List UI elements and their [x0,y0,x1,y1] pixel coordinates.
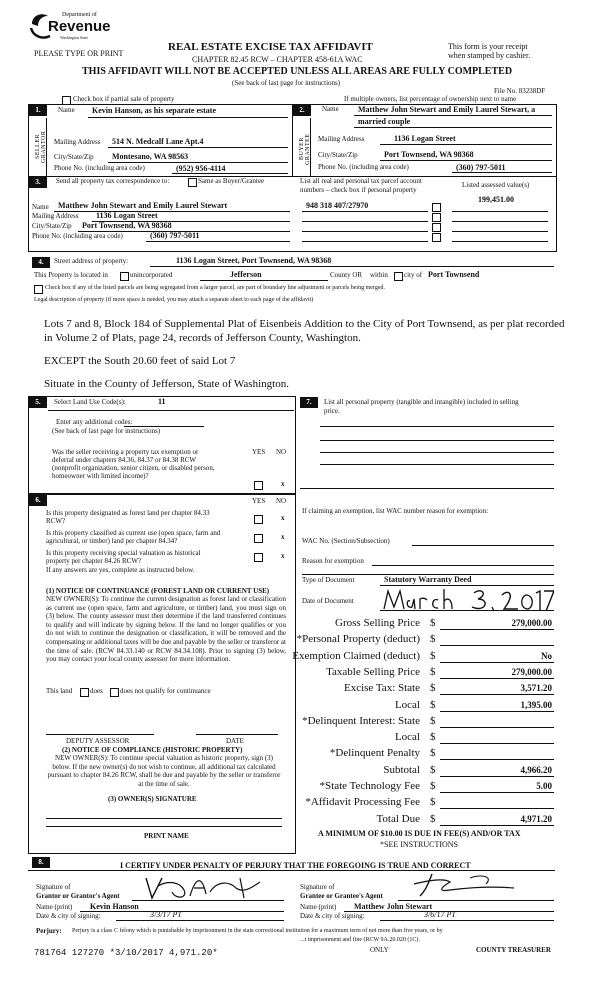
land-does-not-label: does not qualify for continuance [120,687,211,695]
tax-row-value: 4,971.20 [520,814,552,824]
tax-row-line [440,662,554,663]
s6-q3-no-mark: x [281,552,285,560]
tax-row-line [440,825,554,826]
tax-row-currency: $ [430,650,436,662]
receipt-note-2: when stamped by cashier. [448,51,531,60]
notice-2-text: NEW OWNER(S): To continue special valuation as historic property, sign (3) below. If the new owner(s) do not wish to continue, all additional tax calculated pursuant to chapter 84.26 RCW, shall be due and payable by the seller or transferor at the time of sale. [47,754,281,788]
seller-mailing: 514 N. Medcalf Lane Apt.4 [112,137,204,146]
doc-date-handwriting-icon [378,585,554,613]
property-city: Port Townsend [428,270,480,279]
buyer-grantee-label: BUYER GRANTEE [299,133,311,165]
minimum-due-note: A MINIMUM OF $10.00 IS DUE IN FEE(S) AND/OR TAX [318,829,521,838]
s3-city-label: City/State/Zip [32,222,72,230]
tax-row-value: 4,966.20 [520,765,552,775]
certify-statement: I CERTIFY UNDER PENALTY OF PERJURY THAT THE FOREGOING IS TRUE AND CORRECT [120,861,471,870]
tax-row-line [440,645,554,646]
tax-row-label: Taxable Selling Price [326,666,420,678]
grantee-name: Matthew John Stewart [354,902,433,911]
segregated-label: Check box if any of the listed parcels are being segregated from a larger parcel, are part of boundary line adjustment or parcels being merged. [45,285,385,291]
tax-row-currency: $ [430,731,436,743]
personal-property-label-2: price. [324,407,340,415]
doc-type-label: Type of Document [302,576,355,584]
seller-name-label: Name [58,106,75,114]
deputy-assessor-label: DEPUTY ASSESSOR [66,737,130,745]
s6-q2-line-2: agricultural, or timber) land per chapter 84.34? [46,537,178,545]
tax-row-value: 3,571.20 [520,683,552,693]
grantee-sig-label-2: Grantee or Grantee's Agent [300,892,383,900]
grantor-date: 3/3/17 PT [150,910,182,919]
for-only-label: ONLY [370,946,389,954]
s5-q1-no-mark: x [281,480,285,488]
legal-description-line-2: in Volume 2 of Plats, page 24, records of Jefferson County, Washington. [44,332,361,344]
grantee-sig-label-1: Signature of [300,883,335,891]
unincorporated-label: unincorporated [130,271,173,279]
tax-row-label: Gross Selling Price [335,617,420,629]
city-of-label: city of [404,271,423,279]
tax-row-label: Exemption Claimed (deduct) [292,650,420,662]
seller-city: Montesano, WA 98563 [112,152,189,161]
seller-city-label: City/State/Zip [54,153,94,161]
s5-q1-line-3: (nonprofit organization, senior citizen, or disabled person, [52,464,215,472]
parcel-number: 948 318 407/27970 [306,201,369,210]
grantee-date-label: Date & city of signing: [300,912,365,920]
land-does-not-checkbox[interactable] [110,688,119,697]
buyer-name-2: married couple [358,117,411,126]
tax-row-line [440,776,554,777]
s3-mailing: 1136 Logan Street [96,211,158,220]
buyer-phone-label: Phone No. (including area code) [318,163,409,171]
parcel-2-personal-checkbox[interactable] [432,213,441,222]
street-address: 1136 Logan Street, Port Townsend, WA 98368 [176,256,332,265]
please-type-label: PLEASE TYPE OR PRINT [34,49,124,58]
tax-row-label: Total Due [376,813,420,825]
county-name: Jefferson [230,270,262,279]
s5-q1-line-1: Was the seller receiving a property tax exemption or [52,448,199,456]
seller-phone-label: Phone No. (including area code) [54,164,145,172]
tax-row-currency: $ [430,796,436,808]
grantee-signature-icon [410,872,520,898]
notice-1-text: NEW OWNER(S): To continue the current designation as forest land or classification as current use (open space, farm and agriculture, or timber) land, you must sign on (3) below. The county assessor must then determine if the land transferred continues to qualify and will indicate by signing below. If the land no longer qualifies or you do not wish to continue the designation or classification, it will be removed and the compensating or additional taxes will be due and payable by the seller or transferor at the time of sale. (RCW 84.33.140 or RCW 84.34.108). Prior to signing (3) below, you may contact your local county assessor for more information. [46,595,286,664]
buyer-name-1: Matthew John Stewart and Emily Laurel Stewart, a [358,105,536,114]
s6-q1-no-mark: x [281,514,285,522]
s6-q2-line-1: Is this property classified as current use (open space, farm and [46,529,221,537]
doc-date-handwritten [378,585,554,613]
tax-row-label: Local [394,731,420,743]
s3-name-label: Name [32,203,49,211]
s3-phone: (360) 797-5011 [150,231,200,240]
s6-yes: YES [252,497,266,505]
tax-row-value: 5.00 [536,781,552,791]
cashier-stamp: 781764 127270 *3/10/2017 4,971.20* [34,948,218,958]
tax-row-currency: $ [430,813,436,825]
notice-1-title: (1) NOTICE OF CONTINUANCE (FOREST LAND OR CURRENT USE) [46,587,270,595]
see-back-note: (See back of last page for instructions) [232,79,341,87]
tax-row-label: *Affidavit Processing Fee [305,796,420,808]
dept-state: Washington State [60,35,89,40]
section-2-number: 2. [293,105,311,116]
segregated-checkbox[interactable] [34,285,43,294]
grantor-sig-label-2: Grantor or Grantor's Agent [36,892,120,900]
street-address-label: Street address of property: [54,257,129,265]
county-or-label: County OR [330,271,363,279]
county-treasurer-label: COUNTY TREASURER [476,946,551,954]
tax-row-line [440,808,554,809]
section-1-number: 1. [29,105,47,116]
s5-q1-yes-checkbox[interactable] [254,481,263,490]
doc-type: Statutory Warranty Deed [384,575,472,584]
section-3-number: 3. [29,177,47,188]
legal-description-label: Legal description of property (if more space is needed, you may attach a separate sheet to each page of the affidavit) [34,297,314,303]
perjury-text: Perjury is a class C felony which is punishable by imprisonment in the state correctional institution for a maximum term of not more than five years, or by [72,928,443,934]
seller-mailing-label: Mailing Address [54,138,101,146]
tax-row-value: 1,395.00 [520,700,552,710]
section-6-number: 6. [29,495,47,506]
seller-grantor-label: SELLER GRANTOR [35,130,47,164]
s5-q1-line-2: deferral under chapters 84.36, 84.37 or 84.38 RCW [52,456,197,464]
tax-row-currency: $ [430,747,436,759]
form-title: REAL ESTATE EXCISE TAX AFFIDAVIT [168,41,373,53]
land-use-code: 11 [158,397,166,406]
tax-row-line [440,743,554,744]
legal-description-line-1: Lots 7 and 8, Block 184 of Supplemental Plat of Eisenbeis Addition to the City of Port Townsend, as per plat recorded [44,318,565,330]
parcel-4-personal-checkbox[interactable] [432,233,441,242]
section-8-number: 8. [32,857,50,868]
assessed-value: 199,451.00 [478,195,514,204]
tax-row-line [440,727,554,728]
legal-description-line-4: Situate in the County of Jefferson, State of Washington. [44,378,289,390]
tax-row-currency: $ [430,715,436,727]
tax-row-label: *Delinquent Interest: State [302,715,420,727]
tax-row-line [440,711,554,712]
grantor-signature-icon [140,872,280,902]
tax-row-label: Subtotal [383,764,420,776]
tax-row-label: *Delinquent Penalty [329,747,420,759]
tax-row-currency: $ [430,666,436,678]
print-name-label: PRINT NAME [144,832,189,840]
s3-city: Port Townsend, WA 98368 [82,221,172,230]
buyer-city-label: City/State/Zip [318,151,358,159]
perjury-text-2: ...t imprisonment and fine (RCW 9A.20.020 (1C). [300,937,420,943]
tax-row-label: *State Technology Fee [319,780,420,792]
grantee-signature [410,872,520,898]
assessed-value-label: Listed assessed value(s) [462,181,530,189]
reason-exemption-label: Reason for exemption [302,557,364,565]
doc-date-text [380,612,386,613]
tax-row-line [440,629,554,630]
within-label: within [370,271,388,279]
partial-sale-label: Check box if partial sale of property [73,95,175,103]
tax-row-label: Excise Tax: State [343,682,420,694]
unincorporated-checkbox[interactable] [120,272,129,281]
notice-2-title: (2) NOTICE OF COMPLIANCE (HISTORIC PROPERTY) [62,746,243,754]
s6-q2-yes-checkbox[interactable] [254,534,263,543]
receipt-note-1: This form is your receipt [448,42,528,51]
s6-q2-no-mark: x [281,533,285,541]
section-5-number: 5. [29,397,47,408]
personal-property-label-1: List all personal property (tangible and intangible) included in selling [324,398,519,406]
grantor-sig-label-1: Signature of [36,883,71,891]
land-does-label: does [90,687,103,695]
file-number: File No. 83238DF [494,87,546,95]
parcel-3-personal-checkbox[interactable] [432,223,441,232]
wac-number-label: WAC No. (Section/Subsection) [302,537,390,545]
tax-row-currency: $ [430,764,436,776]
tax-row-line [440,678,554,679]
buyer-name-label: Name [322,105,339,113]
land-does-checkbox[interactable] [80,688,89,697]
grantor-name-label: Name (print) [36,903,73,911]
s6-q3-line-2: property per chapter 84.26 RCW? [46,557,142,565]
buyer-phone: (360) 797-5011 [456,163,506,172]
multiple-owners-label: If multiple owners, list percentage of ownership next to name [344,95,517,103]
tax-row-currency: $ [430,682,436,694]
same-as-buyer-label: Same as Buyer/Grantee [198,177,265,185]
grantor-signature [140,872,280,902]
tax-row-line [440,792,554,793]
s6-q3-yes-checkbox[interactable] [254,553,263,562]
buyer-city: Port Townsend, WA 98368 [384,150,474,159]
tax-row-currency: $ [430,633,436,645]
s5-no: NO [276,448,287,456]
form-warning: THIS AFFIDAVIT WILL NOT BE ACCEPTED UNLESS ALL AREAS ARE FULLY COMPLETED [82,66,513,77]
s6-q1-line-1: Is this property designated as forest land per chapter 84.33 [46,509,210,517]
legal-description-line-3: EXCEPT the South 20.60 feet of said Lot 7 [44,355,236,367]
tax-row-value: 279,000.00 [511,618,552,628]
tax-row-value: No [541,651,552,661]
located-label: This Property is located in [34,271,108,279]
buyer-mailing-label: Mailing Address [318,135,365,143]
perjury-label: Perjury: [36,927,62,935]
tax-row-currency: $ [430,780,436,792]
additional-codes-label: Enter any additional codes: [56,418,133,426]
this-land-label: This land [46,687,73,695]
s6-q1-yes-checkbox[interactable] [254,515,263,524]
tax-row-label: Local [394,699,420,711]
s3-phone-label: Phone No. (including area code) [32,232,123,240]
s5-see-back: (See back of last page for instructions) [52,427,161,435]
tax-row-currency: $ [430,617,436,629]
s6-question-note: If any answers are yes, complete as instructed below. [46,566,195,574]
grantor-name: Kevin Hanson [90,902,139,911]
s5-q1-line-4: homeowner with limited income)? [52,472,149,480]
assessor-date-label: DATE [226,737,244,745]
grantee-name-label: Name (print) [300,903,337,911]
grantee-date: 3/6/17 PT [424,910,456,919]
doc-date-label: Date of Document [302,597,354,605]
see-instructions-note: *SEE INSTRUCTIONS [380,840,459,849]
seller-phone: (952) 956-4114 [176,164,226,173]
s3-name: Matthew John Stewart and Emily Laurel Stewart [58,201,228,210]
seller-name: Kevin Hanson, as his separate estate [92,106,216,115]
s5-yes: YES [252,448,266,456]
tax-row-line [440,759,554,760]
within-city-checkbox[interactable] [394,272,403,281]
buyer-mailing: 1136 Logan Street [394,134,456,143]
tax-row-currency: $ [430,699,436,711]
tax-row-value: 279,000.00 [511,667,552,677]
s6-no: NO [276,497,287,505]
parcel-1-personal-checkbox[interactable] [432,203,441,212]
parcel-list-label-1: List all real and personal tax parcel account [300,177,422,185]
section-4-number: 4. [32,257,50,268]
parcel-list-label-2: numbers – check box if personal property [300,186,417,194]
land-use-label: Select Land Use Code(s): [54,398,126,406]
grantor-date-label: Date & city of signing: [36,912,101,920]
same-as-buyer-checkbox[interactable] [188,178,197,187]
owner-signature-title: (3) OWNER(S) SIGNATURE [108,795,197,803]
send-correspondence-label: Send all property tax correspondence to: [56,177,170,185]
s6-q3-line-1: Is this property receiving special valuation as historical [46,549,201,557]
section-7-number: 7. [300,397,318,408]
tax-row-line [440,694,554,695]
form-chapter: CHAPTER 82.45 RCW – CHAPTER 458-61A WAC [192,55,363,64]
s6-q1-line-2: RCW? [46,517,66,525]
tax-row-label: *Personal Property (deduct) [296,633,420,645]
dept-line1: Department of [62,12,97,18]
s3-mailing-label: Mailing Address [32,212,79,220]
dept-name: Revenue [48,18,111,35]
exemption-label: If claiming an exemption, list WAC number reason for exemption: [302,507,489,515]
